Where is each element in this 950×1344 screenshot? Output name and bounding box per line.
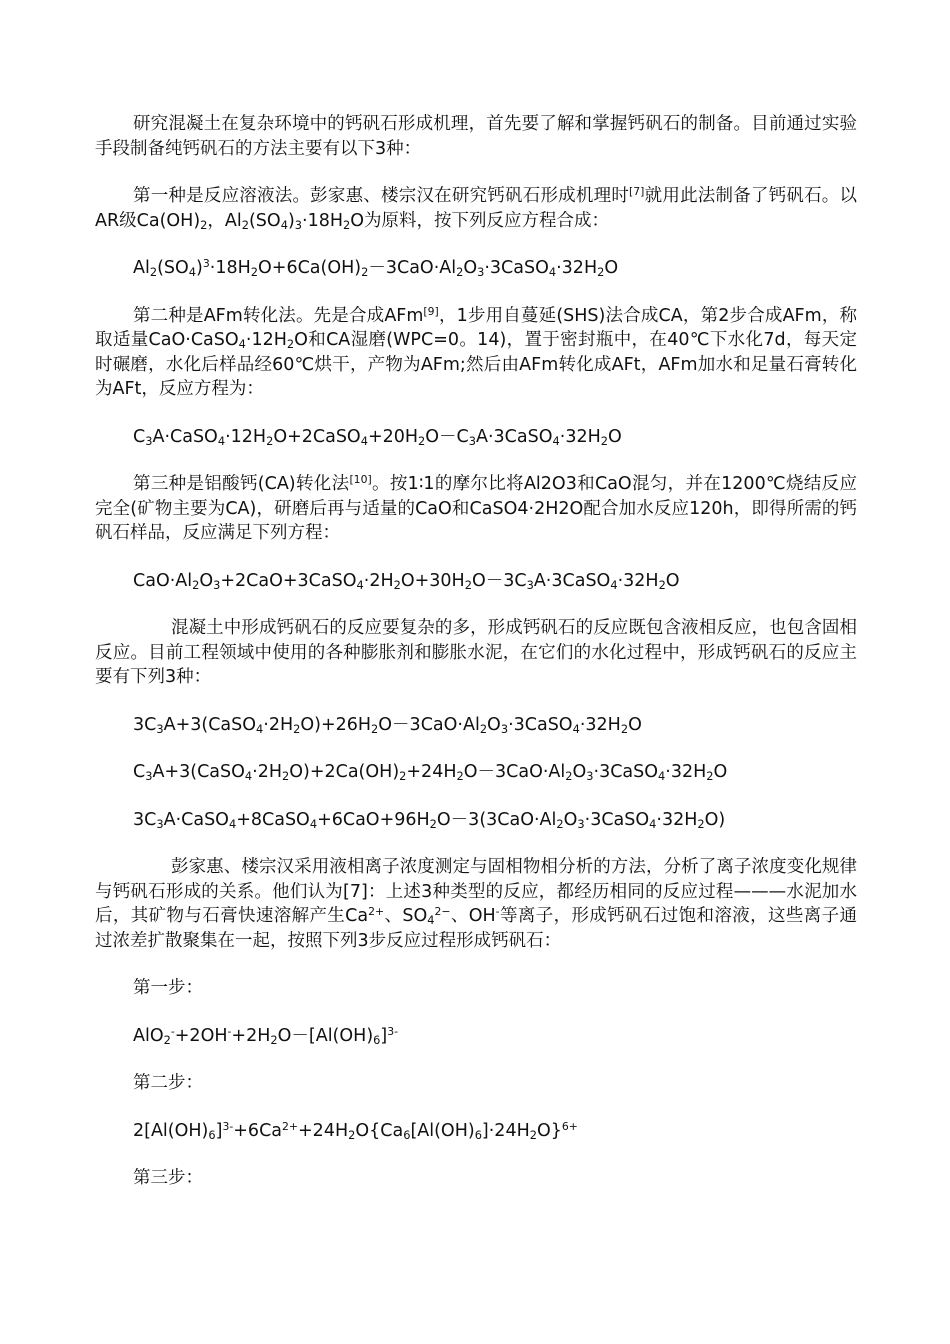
subscript: 2 bbox=[529, 1127, 537, 1142]
text-run: (SO bbox=[248, 210, 281, 231]
superscript: 3- bbox=[222, 1119, 234, 1133]
eq-run: O+6Ca(OH) bbox=[258, 258, 362, 278]
superscript: 3 bbox=[202, 257, 210, 271]
subscript: 2 bbox=[697, 816, 705, 831]
equation-step-2 bbox=[95, 1119, 857, 1144]
eq-run: O bbox=[463, 258, 478, 278]
subscript: 6 bbox=[373, 1032, 381, 1047]
subscript: 6 bbox=[403, 1127, 411, 1142]
superscript: 2+ bbox=[282, 1119, 299, 1133]
subscript: 4 bbox=[649, 816, 657, 831]
text-run: ·18H bbox=[302, 210, 343, 231]
subscript: 4 bbox=[360, 433, 368, 448]
subscript: 2 bbox=[456, 264, 464, 279]
superscript: - bbox=[170, 1024, 175, 1038]
superscript: - bbox=[495, 905, 500, 919]
paragraph-gap bbox=[95, 402, 857, 425]
eq-run: ·3CaSO bbox=[508, 714, 573, 735]
subscript: 3 bbox=[477, 264, 485, 279]
text-run: O为原料，按下列反应方程合成： bbox=[350, 210, 610, 231]
equation-step-1 bbox=[95, 1024, 857, 1049]
eq-run: (SO bbox=[157, 258, 189, 278]
subscript: 3 bbox=[145, 768, 153, 783]
subscript: 4 bbox=[244, 768, 253, 783]
eq-run: +2OH bbox=[174, 1025, 228, 1046]
subscript: 2 bbox=[348, 1127, 356, 1142]
eq-run: +6CaO+96H bbox=[317, 809, 430, 830]
subscript: 4 bbox=[228, 816, 237, 831]
subscript: 3 bbox=[156, 721, 164, 736]
subscript: 3 bbox=[156, 816, 164, 831]
document-body bbox=[95, 112, 857, 1191]
eq-run: A·3CaSO bbox=[476, 426, 553, 447]
text-run: 第三种是铝酸钙(CA)转化法 bbox=[133, 474, 350, 494]
eq-run: C bbox=[133, 426, 146, 447]
subscript: 2 bbox=[163, 1032, 171, 1047]
subscript: 3 bbox=[526, 577, 534, 592]
equation-1 bbox=[95, 256, 857, 281]
eq-run: O bbox=[604, 258, 619, 278]
eq-run: ·3CaSO bbox=[484, 258, 549, 278]
step-3-label: 第三步： bbox=[133, 1168, 203, 1188]
paragraph-gap bbox=[95, 690, 857, 713]
eq-run: +20H bbox=[367, 426, 419, 447]
eq-run: A·CaSO bbox=[163, 809, 229, 830]
subscript: 4 bbox=[238, 336, 246, 351]
eq-run: +24H bbox=[406, 762, 457, 782]
subscript: 3 bbox=[586, 768, 594, 783]
paragraph-mechanism bbox=[95, 855, 857, 953]
subscript: 2 bbox=[266, 433, 274, 448]
eq-run: O bbox=[628, 714, 642, 735]
subscript: 3 bbox=[294, 217, 302, 232]
eq-run: AlO bbox=[133, 1025, 164, 1046]
eq-run: ·2H bbox=[252, 762, 282, 782]
eq-run: ·3CaSO bbox=[593, 762, 659, 782]
paragraph-gap bbox=[95, 1096, 857, 1119]
subscript: 2 bbox=[556, 816, 564, 831]
paragraph-gap bbox=[95, 449, 857, 472]
subscript: 2 bbox=[270, 1032, 278, 1047]
eq-run: A·3CaSO bbox=[533, 570, 611, 591]
subscript: 4 bbox=[610, 577, 618, 592]
subscript: 2 bbox=[281, 768, 290, 783]
subscript: 2 bbox=[658, 577, 666, 592]
subscript: 3 bbox=[468, 433, 477, 448]
eq-run: ) bbox=[196, 258, 203, 278]
subscript: 2 bbox=[706, 768, 714, 783]
text-run: 第二种是AFm转化法。先是合成AFm bbox=[133, 305, 424, 326]
subscript: 4 bbox=[548, 264, 557, 279]
eq-run: O{Ca bbox=[355, 1120, 404, 1141]
eq-run: O－3C bbox=[471, 570, 527, 591]
eq-run: ·18H bbox=[209, 258, 251, 278]
eq-run: ·12H bbox=[225, 426, 267, 447]
eq-run: +2H bbox=[231, 1025, 271, 1046]
subscript: 2 bbox=[192, 577, 200, 592]
paragraph-method-1 bbox=[95, 184, 857, 233]
eq-run: CaO·Al bbox=[133, 570, 193, 591]
equation-4 bbox=[95, 713, 857, 738]
paragraph-gap bbox=[95, 1001, 857, 1024]
text-run: 、SO bbox=[384, 906, 428, 926]
subscript: 2 bbox=[393, 577, 401, 592]
eq-run: ·3CaSO bbox=[584, 809, 650, 830]
subscript: 2 bbox=[464, 577, 472, 592]
subscript: 4 bbox=[572, 721, 580, 736]
eq-run: O－3(3CaO·Al bbox=[436, 809, 557, 830]
eq-run: O bbox=[713, 762, 728, 782]
equation-5 bbox=[95, 760, 857, 785]
subscript: 6 bbox=[474, 1127, 482, 1142]
eq-run: ·32H bbox=[665, 762, 707, 782]
eq-run: ·32H bbox=[556, 258, 598, 278]
text-run: 就用此法制备了钙矾石。以AR级Ca(OH) bbox=[95, 186, 858, 231]
eq-run: O－[Al(OH) bbox=[277, 1025, 374, 1046]
paragraph-method-3 bbox=[95, 472, 857, 546]
subscript: 2 bbox=[600, 433, 608, 448]
eq-run: +8CaSO bbox=[236, 809, 310, 830]
paragraph-gap bbox=[95, 1048, 857, 1071]
text-run: 、OH bbox=[450, 906, 496, 926]
paragraph-text: 研究混凝土在复杂环境中的钙矾石形成机理，首先要了解和掌握钙矾石的制备。目前通过实验手段制备纯钙矾石的方法主要有以下3种： bbox=[95, 114, 857, 159]
eq-run: ·32H bbox=[656, 809, 698, 830]
subscript: 3 bbox=[213, 577, 221, 592]
paragraph-gap bbox=[95, 953, 857, 976]
eq-run: A+3(CaSO bbox=[163, 714, 257, 735]
paragraph-gap bbox=[95, 785, 857, 808]
eq-run: O bbox=[487, 714, 501, 735]
eq-run: O) bbox=[704, 809, 726, 830]
eq-run: O bbox=[665, 570, 680, 591]
subscript: 2 bbox=[250, 264, 258, 279]
text-run: 彭家惠、楼宗汉采用液相离子浓度测定与固相物相分析的方法，分析了离子浓度变化规律与钙矾石形成的关系。他们认为[7]：上述3种类型的反应，都经历相同的反应过程———水泥加水后，其矿物与石膏快速溶解产生Ca bbox=[95, 857, 857, 926]
citation-ref: [7] bbox=[629, 185, 645, 199]
subscript: 4 bbox=[309, 816, 318, 831]
subscript: 3 bbox=[500, 721, 509, 736]
paragraph-gap bbox=[95, 737, 857, 760]
superscript: - bbox=[227, 1024, 232, 1038]
subscript: 2 bbox=[479, 721, 488, 736]
subscript: 4 bbox=[280, 217, 288, 232]
superscript: 2− bbox=[434, 905, 451, 919]
subscript: 4 bbox=[217, 433, 226, 448]
eq-run: +24H bbox=[298, 1120, 349, 1141]
equation-3 bbox=[95, 569, 857, 594]
subscript: 2 bbox=[399, 768, 407, 783]
subscript: 2 bbox=[371, 721, 379, 736]
text-run: O和CA湿磨(WPC=0。14)，置于密封瓶中，在40℃下水化7d，每天定时碾磨，水化后样品经60℃烘干，产物为AFm;然后由AFm转化成AFt，AFm加水和足量石膏转化为AFt，反应方程为： bbox=[95, 330, 857, 399]
equation-6 bbox=[95, 808, 857, 833]
subscript: 2 bbox=[361, 264, 369, 279]
eq-run: O)+26H bbox=[300, 714, 372, 735]
subscript: 2 bbox=[293, 721, 301, 736]
eq-run: ·32H bbox=[579, 714, 621, 735]
subscript: 4 bbox=[552, 433, 560, 448]
eq-run: O} bbox=[536, 1120, 562, 1141]
paragraph-method-2 bbox=[95, 304, 857, 402]
eq-run: +2CaO+3CaSO bbox=[220, 570, 357, 591]
eq-run: O－C bbox=[425, 426, 469, 447]
citation-ref: [10] bbox=[349, 473, 372, 487]
eq-run: C bbox=[133, 762, 146, 782]
paragraph-gap bbox=[95, 593, 857, 616]
paragraph-gap bbox=[95, 233, 857, 256]
eq-run: +6Ca bbox=[233, 1120, 283, 1141]
subscript: 2 bbox=[456, 768, 464, 783]
equation-2 bbox=[95, 425, 857, 450]
eq-run: 3C bbox=[133, 809, 157, 830]
subscript: 2 bbox=[429, 816, 437, 831]
eq-run: ]·24H bbox=[481, 1120, 530, 1141]
eq-run: O)+2Ca(OH) bbox=[289, 762, 400, 782]
eq-run: ·2H bbox=[363, 570, 394, 591]
eq-run: O bbox=[607, 426, 622, 447]
step-1-label: 第一步： bbox=[133, 978, 203, 998]
eq-run: ·2H bbox=[263, 714, 294, 735]
text-run: 混凝土中形成钙矾石的反应要复杂的多，形成钙矾石的反应既包含液相反应，也包含固相反应。目前工程领域中使用的各种膨胀剂和膨胀水泥，在它们的水化过程中，形成钙矾石的反应主要有下列3种： bbox=[95, 618, 857, 687]
subscript: 4 bbox=[188, 264, 197, 279]
eq-run: O bbox=[572, 762, 587, 782]
text-run: 。按1∶1的摩尔比将Al2O3和CaO混匀，并在1200℃烧结反应完全(矿物主要为CA)，研磨后再与适量的CaO和CaSO4·2H2O配合加水反应120h，即得所需的钙矾石样品，反应满足下列方程： bbox=[95, 474, 857, 543]
subscript: 3 bbox=[577, 816, 585, 831]
subscript: 2 bbox=[343, 217, 351, 232]
eq-run: O bbox=[563, 809, 578, 830]
subscript: 2 bbox=[241, 217, 249, 232]
subscript: 2 bbox=[149, 264, 158, 279]
paragraph-gap bbox=[95, 1143, 857, 1166]
eq-run: A·CaSO bbox=[152, 426, 218, 447]
subscript: 2 bbox=[620, 721, 629, 736]
subscript: 4 bbox=[427, 912, 435, 927]
eq-run: O－3CaO·Al bbox=[378, 714, 480, 735]
eq-run: [Al(OH) bbox=[410, 1120, 475, 1141]
text-run: 等离子，形成钙矾石过饱和溶液，这些离子通过浓差扩散聚集在一起，按照下列3步反应过程形成钙矾石： bbox=[95, 906, 857, 951]
subscript: 4 bbox=[256, 721, 264, 736]
paragraph-concrete-reactions bbox=[95, 616, 857, 690]
paragraph-gap bbox=[95, 161, 857, 184]
text-run: ·12H bbox=[245, 330, 287, 350]
eq-run: O+2CaSO bbox=[273, 426, 361, 447]
subscript: 2 bbox=[565, 768, 573, 783]
text-run: ，1步用自蔓延(SHS)法合成CA，第2步合成AFm，称取适量CaO·CaSO bbox=[95, 305, 857, 350]
eq-run: ·32H bbox=[617, 570, 659, 591]
subscript: 6 bbox=[208, 1127, 216, 1142]
eq-run: A+3(CaSO bbox=[152, 762, 245, 782]
eq-run: O－3CaO·Al bbox=[463, 762, 566, 782]
paragraph-gap bbox=[95, 832, 857, 855]
subscript: 3 bbox=[145, 433, 153, 448]
subscript: 2 bbox=[286, 336, 295, 351]
step-2-label: 第二步： bbox=[133, 1073, 203, 1093]
eq-run: ] bbox=[215, 1120, 223, 1141]
paragraph-intro bbox=[95, 112, 857, 161]
subscript: 2 bbox=[200, 217, 208, 232]
eq-run: O+30H bbox=[400, 570, 465, 591]
subscript: 4 bbox=[356, 577, 364, 592]
subscript: 2 bbox=[597, 264, 605, 279]
subscript: 2 bbox=[418, 433, 426, 448]
eq-run: ·32H bbox=[559, 426, 601, 447]
subscript: 4 bbox=[658, 768, 666, 783]
superscript: 2+ bbox=[368, 905, 385, 919]
eq-run: O bbox=[199, 570, 214, 591]
paragraph-gap bbox=[95, 546, 857, 569]
citation-ref: [9] bbox=[423, 304, 439, 318]
eq-run: Al bbox=[133, 258, 150, 278]
eq-run: 2[Al(OH) bbox=[133, 1120, 209, 1141]
eq-run: 3C bbox=[133, 714, 157, 735]
text-run: ，Al bbox=[207, 210, 242, 231]
eq-run: －3CaO·Al bbox=[368, 258, 457, 278]
text-run: 第一种是反应溶液法。彭家惠、楼宗汉在研究钙矾石形成机理时 bbox=[133, 186, 630, 206]
text-run: ) bbox=[287, 210, 295, 231]
paragraph-gap bbox=[95, 281, 857, 304]
superscript: 6+ bbox=[561, 1119, 578, 1133]
eq-run: ] bbox=[380, 1025, 388, 1046]
superscript: 3- bbox=[387, 1024, 399, 1038]
